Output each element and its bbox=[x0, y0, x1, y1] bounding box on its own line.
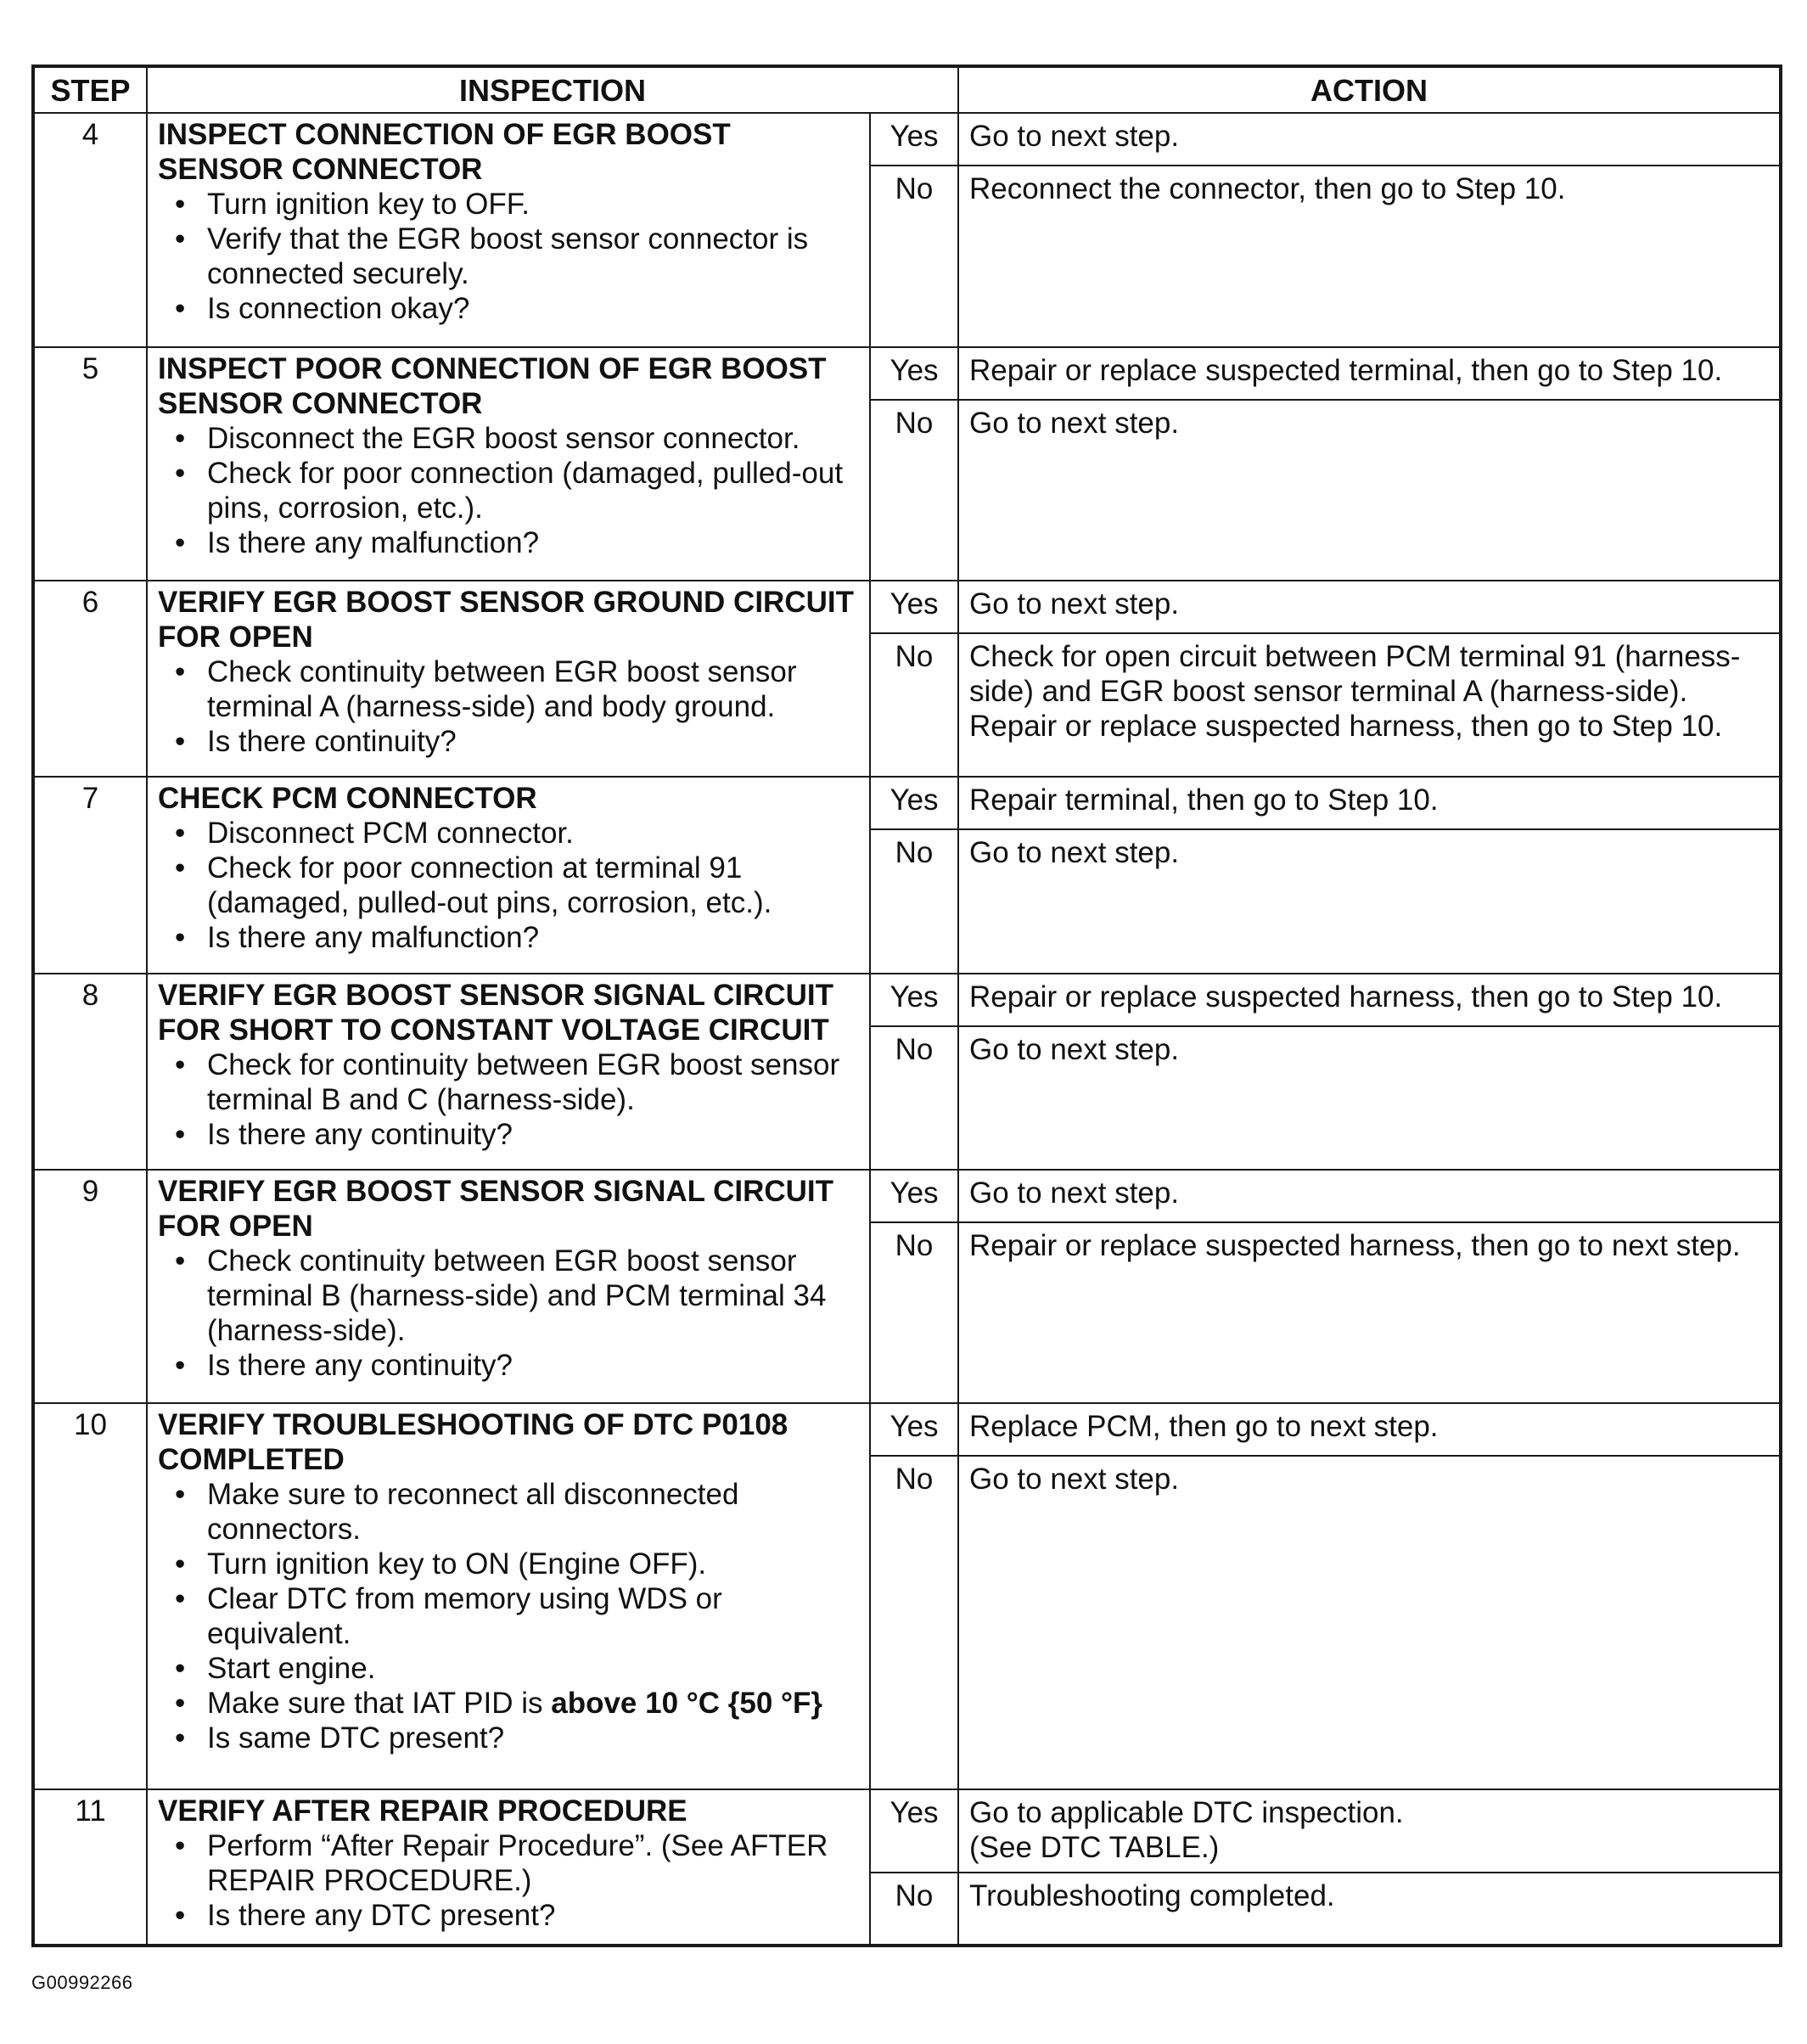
inspection-item: • Is there any continuity? bbox=[158, 1117, 862, 1152]
step-6-yes-row bbox=[33, 581, 1781, 633]
step-4-yes-row bbox=[33, 113, 1781, 166]
yes-action: Repair or replace suspected terminal, then go to Step 10. bbox=[958, 347, 1781, 400]
yes-label: Yes bbox=[870, 1789, 958, 1873]
no-action: Go to next step. bbox=[958, 1456, 1781, 1789]
inspection-title: VERIFY TROUBLESHOOTING OF DTC P0108 COMPLETED bbox=[158, 1408, 788, 1477]
yes-action: Repair or replace suspected harness, then go to Step 10. bbox=[958, 974, 1781, 1026]
yes-action-line: Go to applicable DTC inspection. bbox=[969, 1795, 1404, 1829]
no-label: No bbox=[870, 1026, 958, 1170]
troubleshooting-table bbox=[31, 65, 1782, 1947]
step-10-yes-row bbox=[33, 1403, 1781, 1456]
step-7-inspection bbox=[147, 777, 870, 973]
no-action: Reconnect the connector, then go to Step 10. bbox=[958, 166, 1781, 347]
inspection-list bbox=[158, 187, 862, 326]
step-number: 8 bbox=[33, 974, 147, 1170]
step-number: 6 bbox=[33, 581, 147, 777]
no-action: Repair or replace suspected harness, then go to next step. bbox=[958, 1222, 1781, 1404]
yes-label: Yes bbox=[870, 581, 958, 633]
inspection-title: VERIFY EGR BOOST SENSOR GROUND CIRCUIT FOR OPEN bbox=[158, 586, 854, 654]
no-label: No bbox=[870, 1456, 958, 1789]
inspection-item: • Verify that the EGR boost sensor connector is connected securely. bbox=[158, 222, 862, 291]
step-number: 11 bbox=[33, 1789, 147, 1946]
step-7-yes-row bbox=[33, 777, 1781, 829]
inspection-list bbox=[158, 421, 862, 560]
step-4-inspection bbox=[147, 113, 870, 347]
inspection-list bbox=[158, 1477, 862, 1755]
step-9-yes-row bbox=[33, 1170, 1781, 1222]
inspection-item: • Is there any malfunction? bbox=[158, 525, 862, 560]
step-5-yes-row bbox=[33, 347, 1781, 400]
inspection-item: • Disconnect PCM connector. bbox=[158, 816, 862, 851]
yes-label: Yes bbox=[870, 347, 958, 400]
no-action: Go to next step. bbox=[958, 1026, 1781, 1170]
yes-action: Go to next step. bbox=[958, 113, 1781, 166]
inspection-list bbox=[158, 1828, 862, 1933]
step-number: 10 bbox=[33, 1403, 147, 1789]
iat-threshold: above 10 °C {50 °F} bbox=[551, 1687, 823, 1721]
inspection-item: • Is there continuity? bbox=[158, 724, 862, 759]
yes-action: Replace PCM, then go to next step. bbox=[958, 1403, 1781, 1456]
inspection-list bbox=[158, 1047, 862, 1152]
step-6-inspection bbox=[147, 581, 870, 777]
inspection-item-iat bbox=[158, 1686, 862, 1721]
step-number: 5 bbox=[33, 347, 147, 581]
yes-label: Yes bbox=[870, 1403, 958, 1456]
inspection-list bbox=[158, 1244, 862, 1383]
no-label: No bbox=[870, 633, 958, 777]
inspection-title: VERIFY EGR BOOST SENSOR SIGNAL CIRCUIT FOR SHORT TO CONSTANT VOLTAGE CIRCUIT bbox=[158, 978, 834, 1047]
inspection-item: • Turn ignition key to ON (Engine OFF). bbox=[158, 1547, 862, 1581]
step-number: 4 bbox=[33, 113, 147, 347]
step-10-inspection bbox=[147, 1403, 870, 1789]
step-5-inspection bbox=[147, 347, 870, 581]
header-inspection: INSPECTION bbox=[147, 66, 958, 113]
yes-label: Yes bbox=[870, 974, 958, 1026]
header-row bbox=[33, 66, 1781, 113]
no-label: No bbox=[870, 1873, 958, 1946]
yes-action-line: (See DTC TABLE.) bbox=[969, 1830, 1220, 1864]
no-label: No bbox=[870, 400, 958, 581]
iat-text: Make sure that IAT PID is bbox=[207, 1687, 552, 1721]
inspection-item: • Is connection okay? bbox=[158, 291, 862, 326]
yes-label: Yes bbox=[870, 777, 958, 829]
inspection-title: VERIFY AFTER REPAIR PROCEDURE bbox=[158, 1794, 687, 1828]
inspection-title: CHECK PCM CONNECTOR bbox=[158, 782, 537, 816]
no-label: No bbox=[870, 1222, 958, 1404]
inspection-item: • Is there any continuity? bbox=[158, 1348, 862, 1383]
step-11-yes-row bbox=[33, 1789, 1781, 1873]
inspection-list bbox=[158, 654, 862, 759]
no-action: Go to next step. bbox=[958, 829, 1781, 973]
step-9-inspection bbox=[147, 1170, 870, 1404]
inspection-item: • Start engine. bbox=[158, 1651, 862, 1686]
yes-action: Go to next step. bbox=[958, 581, 1781, 633]
step-8-yes-row bbox=[33, 974, 1781, 1026]
step-11-inspection bbox=[147, 1789, 870, 1946]
inspection-item: • Check for poor connection at terminal 91 (damaged, pulled-out pins, corrosion, etc.). bbox=[158, 851, 862, 920]
no-label: No bbox=[870, 166, 958, 347]
inspection-title: INSPECT CONNECTION OF EGR BOOST SENSOR CONNECTOR bbox=[158, 118, 731, 186]
inspection-item: • Check continuity between EGR boost sensor terminal A (harness-side) and body ground. bbox=[158, 654, 862, 724]
inspection-item: • Is same DTC present? bbox=[158, 1721, 862, 1755]
step-number: 9 bbox=[33, 1170, 147, 1404]
inspection-item: • Clear DTC from memory using WDS or equivalent. bbox=[158, 1581, 862, 1651]
step-8-inspection bbox=[147, 974, 870, 1170]
inspection-item: • Make sure to reconnect all disconnected connectors. bbox=[158, 1477, 862, 1547]
header-step: STEP bbox=[33, 66, 147, 113]
header-action: ACTION bbox=[958, 66, 1781, 113]
no-action: Troubleshooting completed. bbox=[958, 1873, 1781, 1946]
inspection-list bbox=[158, 816, 862, 955]
inspection-item: • Disconnect the EGR boost sensor connector. bbox=[158, 421, 862, 456]
yes-action: Repair terminal, then go to Step 10. bbox=[958, 777, 1781, 829]
no-action: Go to next step. bbox=[958, 400, 1781, 581]
yes-action bbox=[958, 1789, 1781, 1873]
no-action: Check for open circuit between PCM terminal 91 (harness-side) and EGR boost sensor terminal A (harness-side). Repair or replace suspected harness, then go to Step 10. bbox=[958, 633, 1781, 777]
inspection-item: • Is there any DTC present? bbox=[158, 1898, 862, 1933]
yes-label: Yes bbox=[870, 1170, 958, 1222]
inspection-title: INSPECT POOR CONNECTION OF EGR BOOST SENSOR CONNECTOR bbox=[158, 351, 827, 420]
step-number: 7 bbox=[33, 777, 147, 973]
yes-action: Go to next step. bbox=[958, 1170, 1781, 1222]
inspection-item: • Check for continuity between EGR boost sensor terminal B and C (harness-side). bbox=[158, 1047, 862, 1117]
inspection-item: • Turn ignition key to OFF. bbox=[158, 187, 862, 222]
inspection-item: • Perform “After Repair Procedure”. (See AFTER REPAIR PROCEDURE.) bbox=[158, 1828, 862, 1898]
inspection-item: • Is there any malfunction? bbox=[158, 920, 862, 955]
yes-label: Yes bbox=[870, 113, 958, 166]
inspection-title: VERIFY EGR BOOST SENSOR SIGNAL CIRCUIT FOR OPEN bbox=[158, 1174, 834, 1243]
inspection-item: • Check continuity between EGR boost sensor terminal B (harness-side) and PCM terminal 34 (harness-side). bbox=[158, 1244, 862, 1348]
no-label: No bbox=[870, 829, 958, 973]
figure-code: G00992266 bbox=[31, 1972, 133, 1993]
inspection-item: • Check for poor connection (damaged, pulled-out pins, corrosion, etc.). bbox=[158, 456, 862, 525]
